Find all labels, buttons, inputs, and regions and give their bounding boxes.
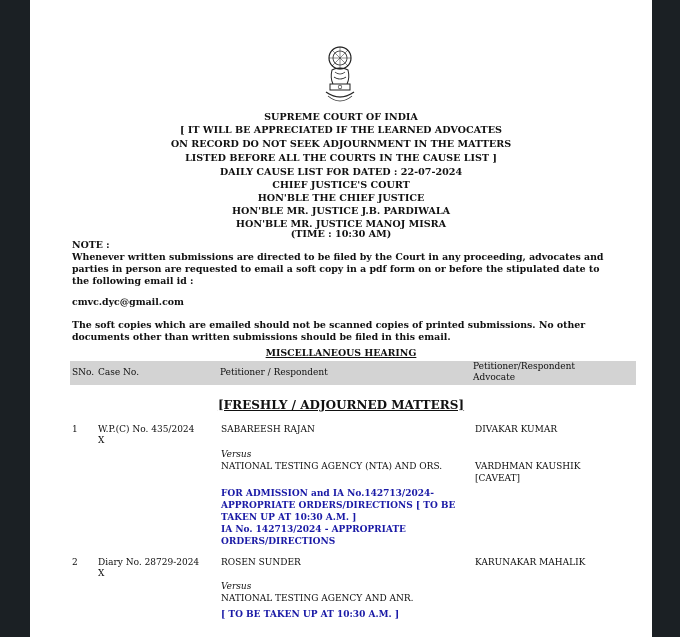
appeal-line-1: [ IT WILL BE APPRECIATED IF THE LEARNED ADVOCATES <box>180 125 502 136</box>
note-text-2: The soft copies which are emailed should not be scanned copies of printed submissions. No other documents other than written submissions should be filed in this email. <box>72 320 586 343</box>
col-sno: SNo. <box>72 368 95 378</box>
row-petitioner-advocate: DIVAKAR KUMAR <box>475 425 558 435</box>
national-emblem-icon <box>318 44 362 110</box>
row-respondent: NATIONAL TESTING AGENCY (NTA) AND ORS. <box>221 462 443 472</box>
row-remark-4: IA No. 142713/2024 - APPROPRIATE <box>221 525 406 535</box>
col-advocate-line2: Advocate <box>473 373 516 383</box>
row-case-no: W.P.(C) No. 435/2024 <box>98 425 195 435</box>
right-frame <box>652 0 680 637</box>
cause-list-page <box>30 0 652 637</box>
row-petitioner-advocate: KARUNAKAR MAHALIK <box>475 558 586 568</box>
row-remark-1: FOR ADMISSION and IA No.142713/2024- <box>221 489 434 499</box>
row-versus: Versus <box>221 450 252 460</box>
judge-2: HON'BLE MR. JUSTICE J.B. PARDIWALA <box>231 206 451 217</box>
note-text: Whenever written submissions are directed to be filed by the Court in any proceeding, advocates and parties in person are requested to email a soft copy in a pdf form on or before the stipulated date to the following email id : <box>72 252 604 287</box>
row-respondent: NATIONAL TESTING AGENCY AND ANR. <box>221 594 414 604</box>
appeal-line-2: ON RECORD DO NOT SEEK ADJOURNMENT IN THE MATTERS <box>170 139 512 150</box>
row-remark-5: ORDERS/DIRECTIONS <box>221 537 336 547</box>
col-advocate-line1: Petitioner/Respondent <box>473 362 576 372</box>
row-case-suffix: X <box>98 569 105 579</box>
row-versus: Versus <box>221 582 252 592</box>
row-remark-2: APPROPRIATE ORDERS/DIRECTIONS [ TO BE <box>221 501 456 511</box>
row-petitioner: ROSEN SUNDER <box>221 558 301 568</box>
row-sno: 2 <box>72 558 78 568</box>
note-email: cmvc.dyc@gmail.com <box>72 297 184 308</box>
col-advocate <box>473 362 575 384</box>
row-respondent-advocate: VARDHMAN KAUSHIK <box>475 462 581 472</box>
note-label: NOTE : <box>72 240 110 251</box>
table-header <box>70 361 636 385</box>
court-name: CHIEF JUSTICE'S COURT <box>272 180 410 191</box>
judge-3: HON'BLE MR. JUSTICE MANOJ MISRA <box>235 219 447 230</box>
row-case-suffix: X <box>98 436 105 446</box>
hearing-time: (TIME : 10:30 AM) <box>290 229 392 240</box>
row-remark-3: TAKEN UP AT 10:30 A.M. ] <box>221 513 357 523</box>
left-frame <box>0 0 30 637</box>
freshly-adjourned-heading: [FRESHLY / ADJOURNED MATTERS] <box>217 398 465 412</box>
row-caveat: [CAVEAT] <box>475 474 521 484</box>
row-case-no: Diary No. 28729-2024 <box>98 558 200 568</box>
row-petitioner: SABAREESH RAJAN <box>221 425 315 435</box>
cause-list-date: DAILY CAUSE LIST FOR DATED : 22-07-2024 <box>219 167 463 178</box>
row-remark-1: [ TO BE TAKEN UP AT 10:30 A.M. ] <box>221 610 400 620</box>
misc-hearing-heading: MISCELLANEOUS HEARING <box>265 348 417 359</box>
col-parties: Petitioner / Respondent <box>220 368 328 378</box>
col-case-no: Case No. <box>98 368 140 378</box>
judge-1: HON'BLE THE CHIEF JUSTICE <box>257 193 425 204</box>
appeal-line-3: LISTED BEFORE ALL THE COURTS IN THE CAUSE LIST ] <box>185 153 497 164</box>
row-sno: 1 <box>72 425 78 435</box>
court-title: SUPREME COURT OF INDIA <box>264 112 418 123</box>
